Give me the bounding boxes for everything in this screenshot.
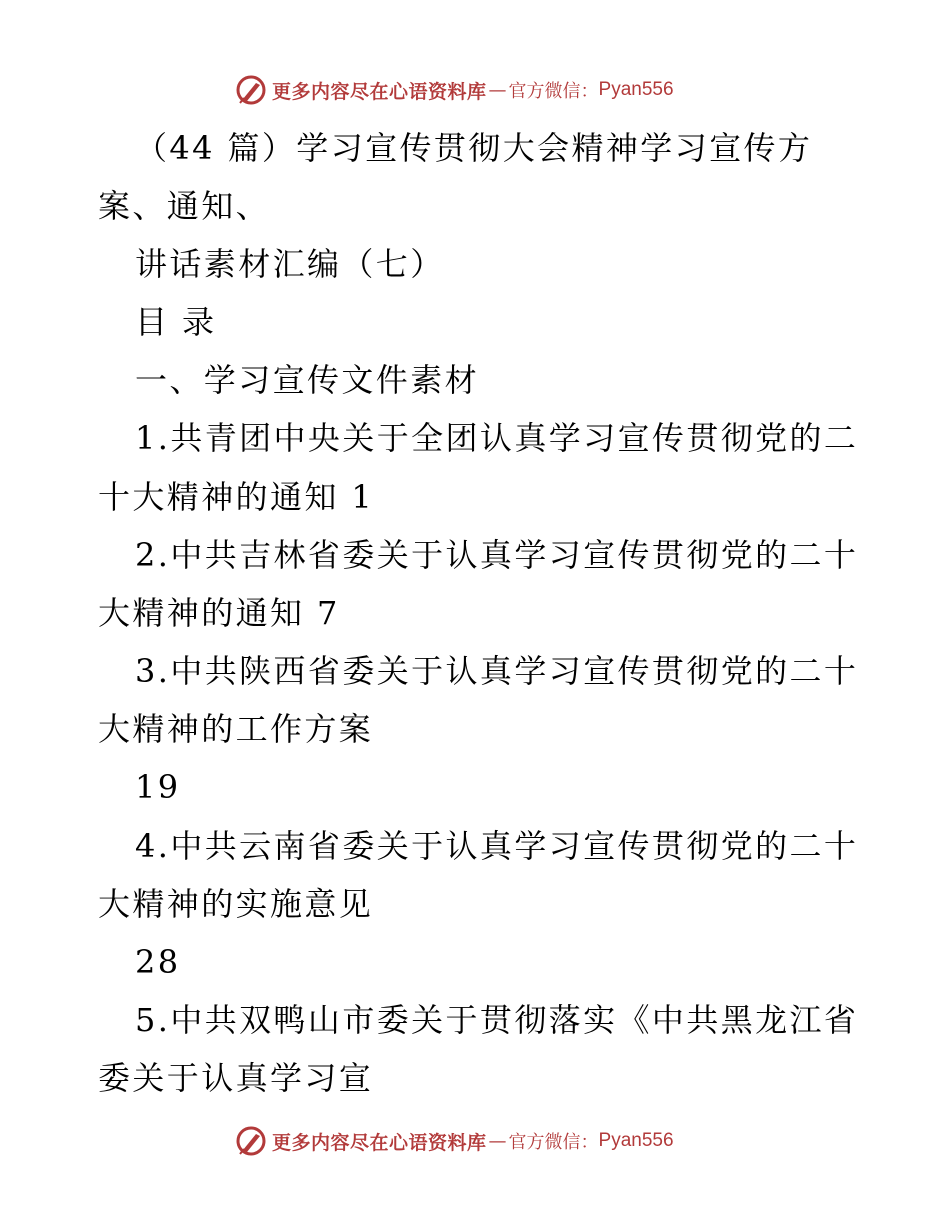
title-line-3: 讲话素材汇编（七） <box>135 245 445 283</box>
toc-entry-5-line-2: 委关于认真学习宣 <box>98 1059 374 1097</box>
watermark-footer <box>234 1121 674 1161</box>
watermark-main-text: 更多内容尽在心语资料库 <box>272 1131 487 1154</box>
watermark-id: Pyan556 <box>598 1130 674 1151</box>
toc-entry-4-line-2: 大精神的实施意见 <box>98 885 374 923</box>
toc-entry-2-line-2: 大精神的通知 7 <box>98 594 340 632</box>
section-heading: 一、学习宣传文件素材 <box>135 361 480 399</box>
toc-entry-5-line-1: 5.中共双鸭山市委关于贯彻落实《中共黑龙江省 <box>135 1001 859 1039</box>
watermark-dash: — <box>488 79 507 101</box>
toc-entry-1-line-2: 十大精神的通知 1 <box>98 478 375 516</box>
toc-entry-4-page: 28 <box>135 943 181 981</box>
watermark-main-text: 更多内容尽在心语资料库 <box>272 80 487 103</box>
toc-entry-4-line-1: 4.中共云南省委关于认真学习宣传贯彻党的二十 <box>135 827 859 865</box>
toc-entry-2-line-1: 2.中共吉林省委关于认真学习宣传贯彻党的二十 <box>135 536 859 574</box>
watermark-label: 官方微信： <box>508 1132 599 1153</box>
toc-heading: 目 录 <box>135 303 217 341</box>
title-line-1: （44 篇）学习宣传贯彻大会精神学习宣传方 <box>135 129 813 167</box>
watermark-id: Pyan556 <box>598 79 674 100</box>
watermark-label: 官方微信： <box>508 81 599 102</box>
watermark-dash: — <box>488 1130 507 1152</box>
toc-entry-3-page: 19 <box>135 768 181 806</box>
title-line-2: 案、通知、 <box>98 187 271 225</box>
pen-logo-icon <box>234 1124 268 1158</box>
toc-entry-3-line-1: 3.中共陕西省委关于认真学习宣传贯彻党的二十 <box>135 652 859 690</box>
toc-entry-1-line-1: 1.共青团中央关于全团认真学习宣传贯彻党的二 <box>135 419 859 457</box>
toc-entry-3-line-2: 大精神的工作方案 <box>98 710 374 748</box>
